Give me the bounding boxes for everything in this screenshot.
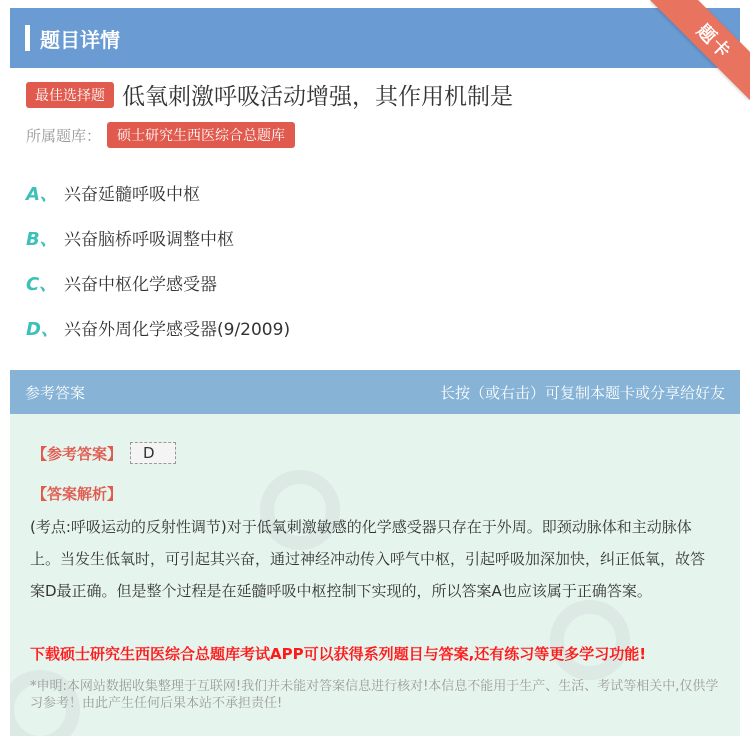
ribbon-label: 题卡	[650, 0, 750, 100]
header-accent-bar	[25, 25, 30, 51]
option-text: 兴奋中枢化学感受器	[64, 275, 217, 295]
option-text: 兴奋脑桥呼吸调整中枢	[64, 230, 234, 250]
question-type-badge: 最佳选择题	[26, 82, 114, 108]
option-letter: C、	[26, 273, 58, 295]
analysis-label: 【答案解析】	[32, 485, 123, 503]
option-text: 兴奋延髓呼吸中枢	[64, 185, 200, 205]
corner-ribbon	[650, 0, 750, 100]
header-bar	[10, 8, 740, 68]
answer-panel	[10, 370, 740, 736]
option-letter: B、	[26, 228, 58, 250]
answer-row	[32, 442, 176, 464]
option-letter: D、	[26, 318, 59, 340]
answer-value: D	[130, 442, 176, 464]
options-list	[26, 170, 290, 350]
option-b[interactable]	[26, 215, 290, 260]
option-text: 兴奋外周化学感受器(9/2009)	[64, 320, 291, 340]
answer-label: 【参考答案】	[32, 444, 123, 463]
answer-header-title: 参考答案	[25, 383, 86, 402]
source-tag-link[interactable]: 硕士研究生西医综合总题库	[107, 122, 295, 148]
option-letter: A、	[26, 183, 58, 205]
option-d[interactable]	[26, 305, 290, 350]
answer-header	[10, 370, 740, 414]
disclaimer-text: *申明:本网站数据收集整理于互联网!我们并未能对答案信息进行核对!本信息不能用于生产、生活、考试等相关中,仅供学习参考！由此产生任何后果本站不承担责任!	[30, 679, 719, 711]
page-title: 题目详情	[40, 27, 120, 52]
source-line	[26, 122, 295, 148]
app-download-promo[interactable]: 下载硕士研究生西医综合总题库考试APP可以获得系列题目与答案,还有练习等更多学习功能!	[30, 645, 647, 663]
analysis-text: (考点:呼吸运动的反射性调节)对于低氧刺激敏感的化学感受器只存在于外周。即颈动脉体和主动脉体上。当发生低氧时，可引起其兴奋，通过神经冲动传入呼气中枢，引起呼吸加深加快，纠正低氧，故答案D最正确。但是整个过程是在延髓呼吸中枢控制下实现的，所以答案A也应该属于正确答案。	[30, 518, 706, 600]
question-text: 低氧刺激呼吸活动增强，其作用机制是	[122, 84, 513, 110]
option-a[interactable]	[26, 170, 290, 215]
share-hint: 长按（或右击）可复制本题卡或分享给好友	[439, 383, 725, 402]
source-label: 所属题库：	[26, 126, 102, 145]
question-line	[26, 78, 513, 111]
option-c[interactable]	[26, 260, 290, 305]
watermark-logo-icon	[550, 600, 630, 680]
